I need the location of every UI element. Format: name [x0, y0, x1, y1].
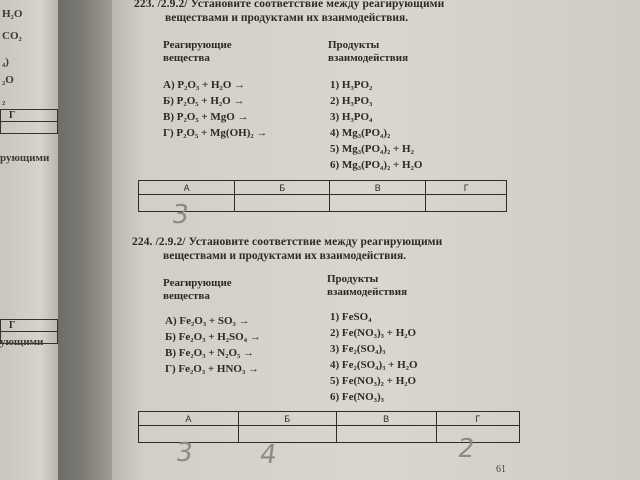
answer-cell[interactable] — [436, 426, 520, 443]
reactant-line: Г) P₂O₅ + Mg(OH)₂ → — [163, 127, 268, 139]
product-line: 3) Fe₂(SO₄)₃ — [330, 343, 386, 355]
task-title-line: 223. /2.9.2/ Установите соответствие между реагирующими — [134, 0, 445, 10]
answer-cell[interactable] — [426, 195, 507, 212]
textbook-page — [112, 0, 640, 480]
left-fragment: CO₂ — [2, 30, 22, 42]
table-header-cell: В — [330, 181, 426, 195]
products-header: Продукты — [327, 273, 379, 285]
reactant-line: Б) Fe₂O₃ + H₂SO₄ → — [165, 331, 261, 343]
task-title-line: веществами и продуктами их взаимодействия. — [163, 250, 407, 262]
reactants-header: Реагирующие — [163, 277, 232, 289]
handwritten-answer: 4 — [257, 440, 279, 470]
left-page-edge — [0, 0, 58, 480]
reactant-line: А) Fe₂O₃ + SO₃ → — [165, 315, 250, 327]
left-table-cell — [1, 122, 57, 133]
product-line: 5) Mg₃(PO₄)₂ + H₂ — [330, 143, 414, 155]
reactant-line: Б) P₂O₅ + H₂O → — [163, 95, 245, 107]
left-answer-table — [0, 109, 58, 134]
answer-cell[interactable] — [238, 426, 336, 443]
left-table-cell: Г — [1, 110, 57, 122]
answer-table-223 — [138, 180, 507, 212]
reactant-line: В) P₂O₅ + MgO → — [163, 111, 249, 123]
handwritten-answer: 3 — [169, 200, 191, 230]
answer-cell[interactable] — [330, 195, 426, 212]
reactants-header: вещества — [163, 290, 210, 302]
reactant-line: А) P₂O₃ + H₂O → — [163, 79, 246, 91]
reactant-line: В) Fe₂O₃ + N₂O₅ → — [165, 347, 255, 359]
left-table-cell: Г — [1, 320, 57, 332]
left-fragment: рующими — [0, 152, 50, 164]
product-line: 4) Mg₃(PO₄)₂ — [330, 127, 391, 139]
answer-cell[interactable] — [336, 426, 436, 443]
product-line: 3) H₃PO₄ — [330, 111, 373, 123]
handwritten-answer: 3 — [173, 438, 195, 468]
product-line: 1) H₃PO₂ — [330, 79, 373, 91]
table-header-cell: В — [336, 412, 436, 426]
reactants-header: Реагирующие — [163, 39, 232, 51]
reactant-line: Г) Fe₂O₃ + HNO₃ → — [165, 363, 260, 375]
page-number: 61 — [496, 464, 506, 475]
table-header-cell: Б — [238, 412, 336, 426]
left-fragment: ₄) — [2, 56, 9, 68]
products-header: взаимодействия — [327, 286, 408, 298]
table-header-cell: Г — [436, 412, 520, 426]
product-line: 5) Fe(NO₃)₂ + H₂O — [330, 375, 417, 387]
product-line: 6) Mg₃(PO₄)₂ + H₂O — [330, 159, 423, 171]
left-fragment: ующими — [0, 336, 44, 348]
book-gutter — [58, 0, 114, 480]
table-header-cell: А — [139, 412, 239, 426]
products-header: взаимодействия — [328, 52, 409, 64]
left-fragment: ₂O — [2, 74, 14, 86]
answer-cell[interactable] — [235, 195, 330, 212]
reactants-header: вещества — [163, 52, 210, 64]
products-header: Продукты — [328, 39, 380, 51]
product-line: 2) H₃PO₃ — [330, 95, 373, 107]
left-fragment: ₂ — [2, 94, 6, 106]
product-line: 4) Fe₂(SO₄)₃ + H₂O — [330, 359, 418, 371]
product-line: 6) Fe(NO₃)₃ — [330, 391, 384, 403]
table-header-cell: А — [139, 181, 235, 195]
task-title-line: веществами и продуктами их взаимодействия. — [165, 12, 409, 24]
left-fragment: H₂O — [2, 8, 23, 20]
product-line: 1) FeSO₄ — [330, 311, 372, 323]
table-header-cell: Б — [235, 181, 330, 195]
task-title-line: 224. /2.9.2/ Установите соответствие между реагирующими — [132, 236, 443, 248]
handwritten-answer: 2 — [455, 434, 477, 464]
table-header-cell: Г — [426, 181, 507, 195]
product-line: 2) Fe(NO₃)₃ + H₂O — [330, 327, 417, 339]
